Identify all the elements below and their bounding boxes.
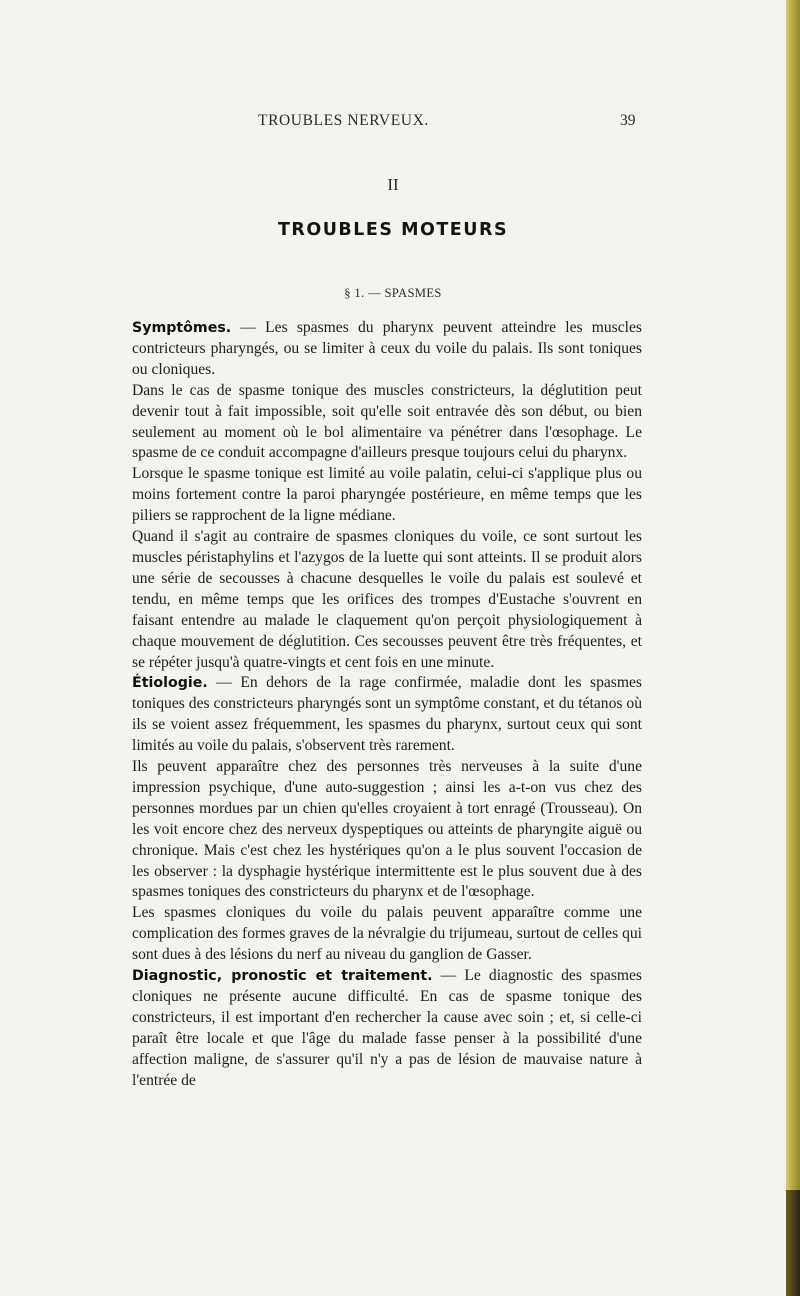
paragraph-text: — Les spasmes du pharynx peuvent atteindre les muscles contricteurs pharyngés, ou se limiter à ceux du voile du palais. Ils sont toniques ou cloniques.: [132, 319, 642, 378]
paragraph-rubric: Étiologie.: [132, 675, 208, 692]
paragraph-text: — Le diagnostic des spasmes cloniques ne présente aucune difficulté. En cas de spasme tonique des constricteurs, il est important d'en rechercher la cause avec soin ; et, si celle-ci paraît être locale et que l'âge du malade fasse penser à la possibilité d'une affection maligne, de s'assurer qu'il n'y a pas de lésion de mauvaise nature à l'entrée de: [132, 967, 643, 1089]
body-text: [132, 318, 642, 1092]
paragraph: [132, 966, 642, 1091]
section-title: § 1. — SPASMES: [344, 286, 442, 300]
paragraph: [132, 673, 642, 757]
paragraph-rubric: Diagnostic, pronostic et traitement.: [132, 968, 433, 985]
paragraph-rubric: Symptômes.: [132, 320, 232, 336]
paragraph: [132, 903, 642, 966]
page-edge-shadow: [786, 1190, 800, 1296]
running-title: TROUBLES NERVEUX.: [258, 112, 429, 129]
paragraph-text: Lorsque le spasme tonique est limité au voile palatin, celui-ci s'applique plus ou moins fortement contre la paroi pharyngée postérieure, en même temps que les piliers se rapprochent de la ligne médiane.: [132, 465, 642, 525]
paragraph: [132, 318, 642, 381]
paragraph: [132, 527, 642, 673]
part-title: TROUBLES MOTEURS: [277, 220, 509, 240]
part-number: II: [387, 175, 399, 194]
page-edge: [786, 0, 800, 1296]
page-number: 39: [620, 112, 636, 129]
paragraph: [132, 381, 642, 465]
paragraph-text: Ils peuvent apparaître chez des personnes très nerveuses à la suite d'une impression psychique, d'une auto-suggestion ; ainsi les a-t-on vus chez des personnes mordues par un chien qu'elles croyaient à tort enragé (Trousseau). On les voit encore chez des nerveux dyspeptiques ou atteints de pharyngite aiguë ou chronique. Mais c'est chez les hystériques qu'on a le plus souvent l'occasion de les observer : la dysphagie hystérique intermittente est le plus souvent due à des spasmes toniques des constricteurs du pharynx et de l'œsophage.: [132, 758, 642, 901]
paragraph-text: Les spasmes cloniques du voile du palais peuvent apparaître comme une complication des formes graves de la névralgie du trijumeau, surtout de celles qui sont dues à des lésions du nerf au niveau du ganglion de Gasser.: [132, 904, 642, 964]
paragraph-text: Dans le cas de spasme tonique des muscles constricteurs, la déglutition peut devenir tout à fait impossible, soit qu'elle soit entravée dès son début, ou bien seulement au moment où le bol alimentaire va pénétrer dans l'œsophage. Le spasme de ce conduit accompagne d'ailleurs presque toujours celui du pharynx.: [132, 381, 642, 462]
paragraph-text: — En dehors de la rage confirmée, maladie dont les spasmes toniques des constricteurs pharyngés sont un symptôme constant, et du tétanos où ils se voient assez fréquemment, les spasmes du pharynx, surtout ceux qui sont limités au voile du palais, s'observent très rarement.: [132, 674, 642, 755]
paragraph-text: Quand il s'agit au contraire de spasmes cloniques du voile, ce sont surtout les muscles péristaphylins et l'azygos de la luette qui sont atteints. Il se produit alors une série de secousses à chacune desquelles le voile du palais est soulevé et tendu, en même temps que les orifices des trompes d'Eustache s'ouvrent en faisant entendre au malade le claquement qu'on perçoit physiologiquement à chaque mouvement de déglutition. Ces secousses peuvent être très fréquentes, et se répéter jusqu'à quatre-vingts et cent fois en une minute.: [132, 528, 642, 671]
paragraph: [132, 757, 642, 903]
paragraph: [132, 464, 642, 527]
